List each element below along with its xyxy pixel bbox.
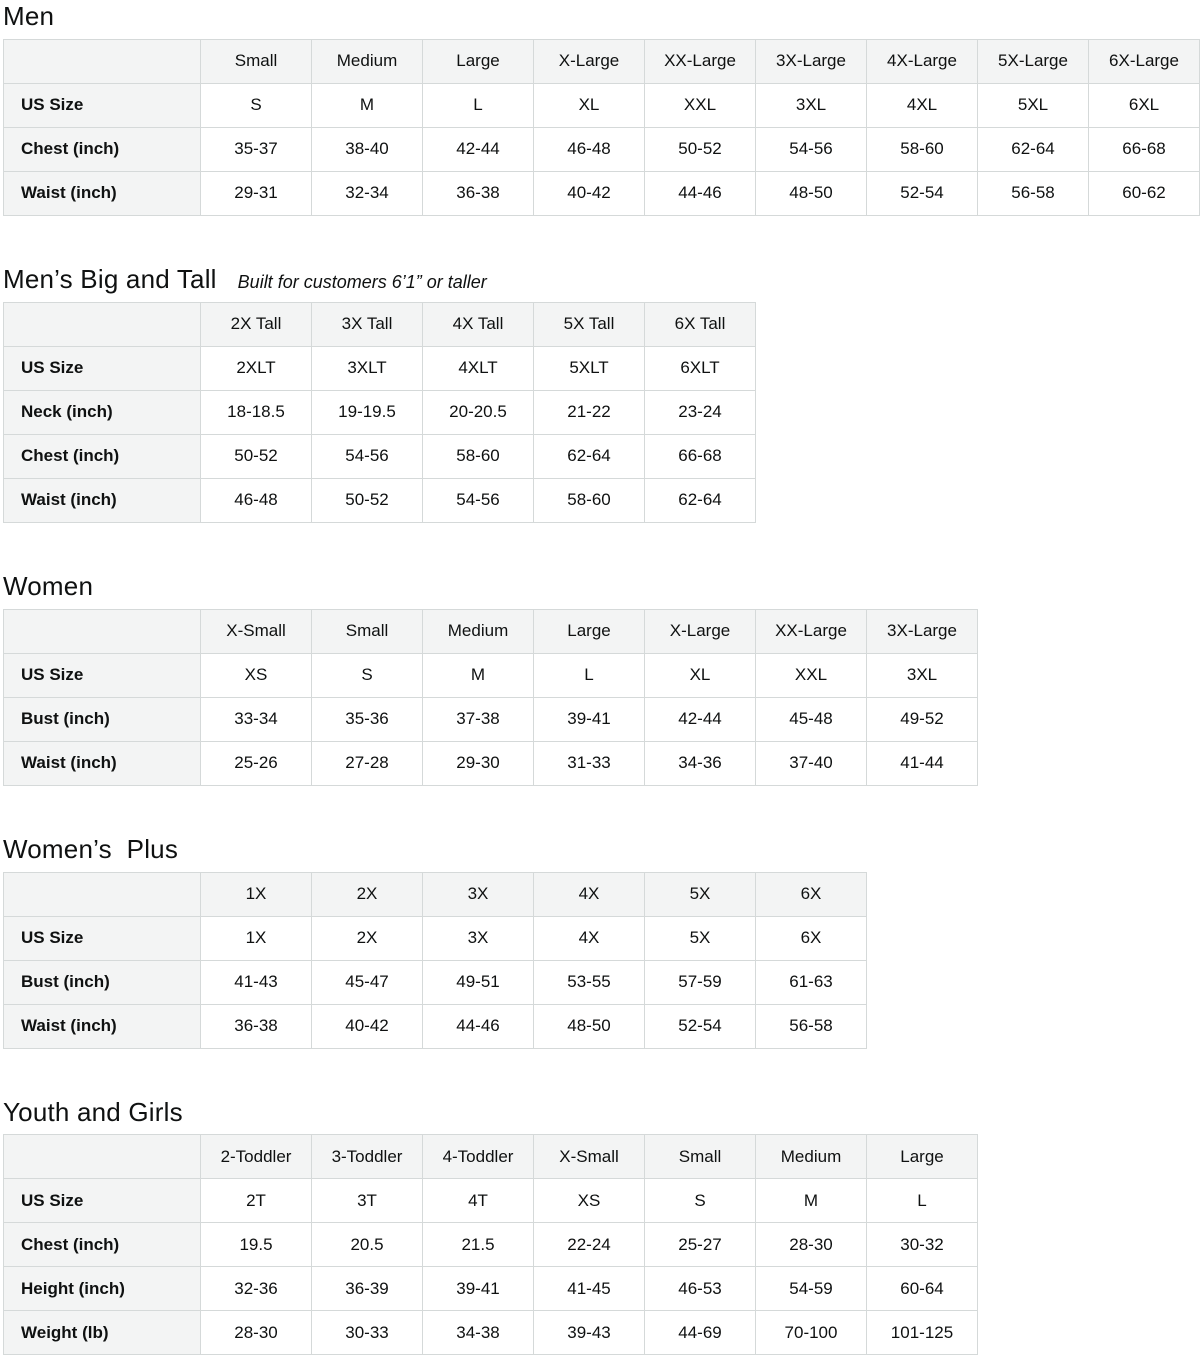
size-value-cell: 62-64 [534,434,645,478]
column-header: X-Large [645,609,756,653]
size-value-cell: 61-63 [756,960,867,1004]
size-value-cell: 58-60 [867,127,978,171]
size-value-cell: 28-30 [756,1223,867,1267]
column-header: 3X Tall [312,302,423,346]
size-value-cell: 38-40 [312,127,423,171]
column-header: 1X [201,872,312,916]
column-header: Large [423,39,534,83]
size-value-cell: 5X [645,916,756,960]
size-value-cell: 60-62 [1089,171,1200,215]
size-value-cell: 34-38 [423,1311,534,1355]
size-value-cell: 52-54 [867,171,978,215]
size-value-cell: 21-22 [534,390,645,434]
row-label: US Size [4,1179,201,1223]
size-value-cell: 50-52 [645,127,756,171]
size-value-cell: XL [534,83,645,127]
size-value-cell: 46-53 [645,1267,756,1311]
table-row [4,478,756,522]
size-chart-page [3,2,1197,1355]
size-value-cell: 30-33 [312,1311,423,1355]
size-value-cell: 23-24 [645,390,756,434]
size-value-cell: XXL [756,653,867,697]
section-title [3,2,1197,32]
size-value-cell: 6X [756,916,867,960]
size-value-cell: 41-43 [201,960,312,1004]
corner-cell [4,39,201,83]
size-value-cell: 34-36 [645,741,756,785]
column-header: Large [534,609,645,653]
size-value-cell: XS [534,1179,645,1223]
table-row [4,1179,978,1223]
row-label: US Size [4,916,201,960]
column-header: 3-Toddler [312,1135,423,1179]
corner-cell [4,302,201,346]
row-label: Waist (inch) [4,1004,201,1048]
size-value-cell: 101-125 [867,1311,978,1355]
row-label: Chest (inch) [4,1223,201,1267]
size-value-cell: XS [201,653,312,697]
size-value-cell: 70-100 [756,1311,867,1355]
column-header: 4-Toddler [423,1135,534,1179]
size-value-cell: 4X [534,916,645,960]
size-value-cell: M [312,83,423,127]
size-value-cell: 36-39 [312,1267,423,1311]
section-youth-and-girls [3,1098,1197,1356]
size-value-cell: S [312,653,423,697]
column-header: 5X Tall [534,302,645,346]
column-header: 6X [756,872,867,916]
section-title-text: Men’s Big and Tall [3,263,217,294]
size-table-men [3,39,1200,216]
header-row [4,872,867,916]
table-row [4,1223,978,1267]
size-value-cell: 18-18.5 [201,390,312,434]
corner-cell [4,1135,201,1179]
size-value-cell: 19-19.5 [312,390,423,434]
section-subtitle: Built for customers 6’1” or taller [237,271,487,292]
column-header: XX-Large [645,39,756,83]
column-header: 4X [534,872,645,916]
header-row [4,302,756,346]
row-label: Weight (lb) [4,1311,201,1355]
row-label: Bust (inch) [4,960,201,1004]
column-header: 3X [423,872,534,916]
size-value-cell: 37-40 [756,741,867,785]
corner-cell [4,609,201,653]
size-value-cell: 54-56 [423,478,534,522]
column-header: Medium [423,609,534,653]
size-table-womens-plus [3,872,867,1049]
size-value-cell: S [645,1179,756,1223]
size-value-cell: 30-32 [867,1223,978,1267]
column-header: 6X Tall [645,302,756,346]
size-value-cell: 31-33 [534,741,645,785]
section-title [3,1098,1197,1128]
size-value-cell: 3XL [756,83,867,127]
table-row [4,127,1200,171]
size-value-cell: 3XLT [312,346,423,390]
size-value-cell: 39-41 [423,1267,534,1311]
size-value-cell: 40-42 [312,1004,423,1048]
column-header: Medium [756,1135,867,1179]
section-title [3,572,1197,602]
size-value-cell: 19.5 [201,1223,312,1267]
size-value-cell: 58-60 [534,478,645,522]
size-value-cell: 39-41 [534,697,645,741]
row-label: Waist (inch) [4,741,201,785]
row-label: Bust (inch) [4,697,201,741]
size-value-cell: 62-64 [978,127,1089,171]
section-womens-plus [3,835,1197,1049]
size-value-cell: 54-56 [312,434,423,478]
column-header: 3X-Large [756,39,867,83]
size-value-cell: 49-52 [867,697,978,741]
size-value-cell: 3T [312,1179,423,1223]
row-label: Waist (inch) [4,478,201,522]
column-header: X-Large [534,39,645,83]
column-header: Medium [312,39,423,83]
size-value-cell: 48-50 [756,171,867,215]
column-header: 6X-Large [1089,39,1200,83]
size-value-cell: XXL [645,83,756,127]
row-label: Chest (inch) [4,127,201,171]
section-title-text: Women’s Plus [3,833,179,864]
row-label: US Size [4,653,201,697]
column-header: Small [312,609,423,653]
size-value-cell: 49-51 [423,960,534,1004]
size-value-cell: 32-34 [312,171,423,215]
size-table-youth-and-girls [3,1134,978,1355]
size-value-cell: 53-55 [534,960,645,1004]
size-value-cell: 2X [312,916,423,960]
size-value-cell: L [534,653,645,697]
size-value-cell: 36-38 [423,171,534,215]
column-header: 5X [645,872,756,916]
size-value-cell: 40-42 [534,171,645,215]
column-header: X-Small [534,1135,645,1179]
section-women [3,572,1197,786]
row-label: Chest (inch) [4,434,201,478]
column-header: 2X Tall [201,302,312,346]
size-value-cell: 46-48 [534,127,645,171]
size-value-cell: S [201,83,312,127]
size-value-cell: 4T [423,1179,534,1223]
size-value-cell: 4XL [867,83,978,127]
size-value-cell: 44-46 [423,1004,534,1048]
column-header: 4X Tall [423,302,534,346]
column-header: XX-Large [756,609,867,653]
size-value-cell: 3X [423,916,534,960]
column-header: Small [645,1135,756,1179]
table-row [4,171,1200,215]
table-row [4,741,978,785]
table-row [4,1004,867,1048]
header-row [4,609,978,653]
size-value-cell: 5XLT [534,346,645,390]
size-value-cell: 4XLT [423,346,534,390]
row-label: US Size [4,346,201,390]
column-header: 4X-Large [867,39,978,83]
table-row [4,960,867,1004]
size-value-cell: 54-59 [756,1267,867,1311]
size-value-cell: 22-24 [534,1223,645,1267]
size-value-cell: 54-56 [756,127,867,171]
size-value-cell: 50-52 [201,434,312,478]
size-table-women [3,609,978,786]
table-row [4,916,867,960]
size-value-cell: 37-38 [423,697,534,741]
table-row [4,1311,978,1355]
size-value-cell: 28-30 [201,1311,312,1355]
size-value-cell: 41-45 [534,1267,645,1311]
size-value-cell: 5XL [978,83,1089,127]
table-row [4,697,978,741]
size-value-cell: 25-27 [645,1223,756,1267]
column-header: 2X [312,872,423,916]
size-value-cell: 27-28 [312,741,423,785]
size-value-cell: 60-64 [867,1267,978,1311]
size-value-cell: L [867,1179,978,1223]
size-value-cell: 57-59 [645,960,756,1004]
size-value-cell: 21.5 [423,1223,534,1267]
size-value-cell: XL [645,653,756,697]
size-table-mens-big-and-tall [3,302,756,523]
size-value-cell: 29-30 [423,741,534,785]
table-row [4,653,978,697]
table-row [4,1267,978,1311]
section-men [3,2,1197,216]
corner-cell [4,872,201,916]
size-value-cell: 50-52 [312,478,423,522]
size-value-cell: 32-36 [201,1267,312,1311]
size-value-cell: 6XLT [645,346,756,390]
size-value-cell: 39-43 [534,1311,645,1355]
section-title-text: Women [3,570,94,601]
section-title-text: Youth and Girls [3,1096,183,1127]
size-value-cell: L [423,83,534,127]
size-value-cell: 41-44 [867,741,978,785]
section-title [3,265,1197,295]
table-row [4,434,756,478]
row-label: Height (inch) [4,1267,201,1311]
table-row [4,83,1200,127]
size-value-cell: 66-68 [645,434,756,478]
row-label: US Size [4,83,201,127]
size-value-cell: 29-31 [201,171,312,215]
column-header: Small [201,39,312,83]
column-header: 3X-Large [867,609,978,653]
size-value-cell: 2T [201,1179,312,1223]
size-value-cell: 25-26 [201,741,312,785]
row-label: Waist (inch) [4,171,201,215]
size-value-cell: 52-54 [645,1004,756,1048]
table-row [4,390,756,434]
size-value-cell: 56-58 [978,171,1089,215]
size-value-cell: 58-60 [423,434,534,478]
size-value-cell: 56-58 [756,1004,867,1048]
size-value-cell: 35-37 [201,127,312,171]
section-title-text: Men [3,1,55,31]
size-value-cell: 6XL [1089,83,1200,127]
size-value-cell: 44-69 [645,1311,756,1355]
size-value-cell: 35-36 [312,697,423,741]
size-value-cell: 62-64 [645,478,756,522]
size-value-cell: 45-48 [756,697,867,741]
column-header: 5X-Large [978,39,1089,83]
size-value-cell: 36-38 [201,1004,312,1048]
size-value-cell: M [423,653,534,697]
column-header: Large [867,1135,978,1179]
size-value-cell: 48-50 [534,1004,645,1048]
size-value-cell: 46-48 [201,478,312,522]
header-row [4,39,1200,83]
size-value-cell: 2XLT [201,346,312,390]
size-value-cell: 45-47 [312,960,423,1004]
size-value-cell: 42-44 [645,697,756,741]
size-value-cell: 20-20.5 [423,390,534,434]
column-header: 2-Toddler [201,1135,312,1179]
row-label: Neck (inch) [4,390,201,434]
size-value-cell: 1X [201,916,312,960]
size-value-cell: 33-34 [201,697,312,741]
section-title [3,835,1197,865]
size-value-cell: 44-46 [645,171,756,215]
size-value-cell: 66-68 [1089,127,1200,171]
table-row [4,346,756,390]
header-row [4,1135,978,1179]
sections-container [3,2,1197,1355]
column-header: X-Small [201,609,312,653]
size-value-cell: M [756,1179,867,1223]
section-mens-big-and-tall [3,265,1197,523]
size-value-cell: 20.5 [312,1223,423,1267]
size-value-cell: 3XL [867,653,978,697]
size-value-cell: 42-44 [423,127,534,171]
